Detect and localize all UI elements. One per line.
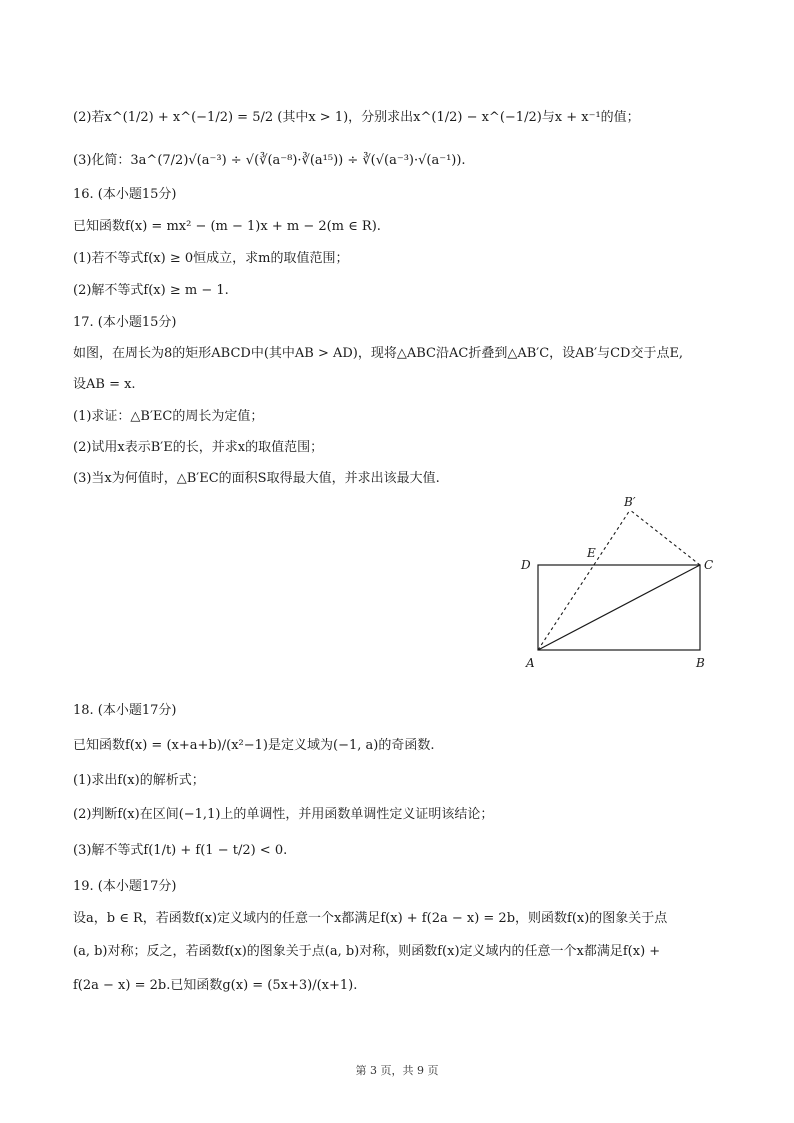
label-e: E	[587, 546, 596, 560]
q17-part3: (3)当x为何值时，△B′EC的面积S取得最大值，并求出该最大值.	[73, 471, 440, 486]
q16-part1: (1)若不等式f(x) ≥ 0恒成立，求m的取值范围；	[73, 251, 349, 266]
label-b: B	[696, 656, 705, 670]
q18-heading: 18. (本小题17分)	[73, 703, 177, 718]
q19-stem-line2: (a, b)对称；反之，若函数f(x)的图象关于点(a, b)对称，则函数f(x)定义域内的任意一个x都满足f(x) +	[73, 944, 661, 959]
q15-part3: (3)化简：3a^(7/2)√(a⁻³) ÷ √(∛(a⁻⁸)·∛(a¹⁵)) ÷ ∛(√(a⁻³)·√(a⁻¹)).	[73, 153, 466, 168]
q18-part2: (2)判断f(x)在区间(−1,1)上的单调性，并用函数单调性定义证明该结论；	[73, 807, 494, 822]
q19-stem-line1: 设a，b ∈ R，若函数f(x)定义域内的任意一个x都满足f(x) + f(2a − x) = 2b，则函数f(x)的图象关于点	[73, 911, 668, 926]
diagonal-ac	[538, 565, 700, 650]
page-footer: 第 3 页，共 9 页	[355, 1064, 439, 1077]
q17-part1: (1)求证：△B′EC的周长为定值；	[73, 409, 264, 424]
q19-heading: 19. (本小题17分)	[73, 879, 177, 894]
q16-part2: (2)解不等式f(x) ≥ m − 1.	[73, 283, 229, 298]
q17-heading: 17. (本小题15分)	[73, 315, 177, 330]
q17-part2: (2)试用x表示B′E的长，并求x的取值范围；	[73, 440, 324, 455]
label-b-prime: B′	[624, 495, 636, 509]
label-a: A	[526, 656, 535, 670]
q16-heading: 16. (本小题15分)	[73, 187, 177, 202]
q19-stem-line3: f(2a − x) = 2b.已知函数g(x) = (5x+3)/(x+1).	[73, 978, 358, 993]
q18-part3: (3)解不等式f(1/t) + f(1 − t/2) < 0.	[73, 843, 288, 858]
label-d: D	[521, 558, 531, 572]
q16-stem: 已知函数f(x) = mx² − (m − 1)x + m − 2(m ∈ R).	[73, 219, 381, 234]
dashed-ab-prime	[538, 510, 630, 650]
q15-part2: (2)若x^(1/2) + x^(−1/2) = 5/2 (其中x > 1)，分别求出x^(1/2) − x^(−1/2)与x + x⁻¹的值；	[73, 110, 640, 125]
q17-stem-line2: 设AB = x.	[73, 377, 136, 392]
rectangle-fold-figure	[510, 490, 730, 675]
q18-stem: 已知函数f(x) = (x+a+b)/(x²−1)是定义域为(−1, a)的奇函数.	[73, 738, 435, 753]
dashed-cb-prime	[630, 510, 700, 565]
label-c: C	[704, 558, 714, 572]
q18-part1: (1)求出f(x)的解析式；	[73, 773, 205, 788]
q17-stem-line1: 如图，在周长为8的矩形ABCD中(其中AB > AD)，现将△ABC沿AC折叠到△AB′C，设AB′与CD交于点E,	[73, 346, 684, 361]
